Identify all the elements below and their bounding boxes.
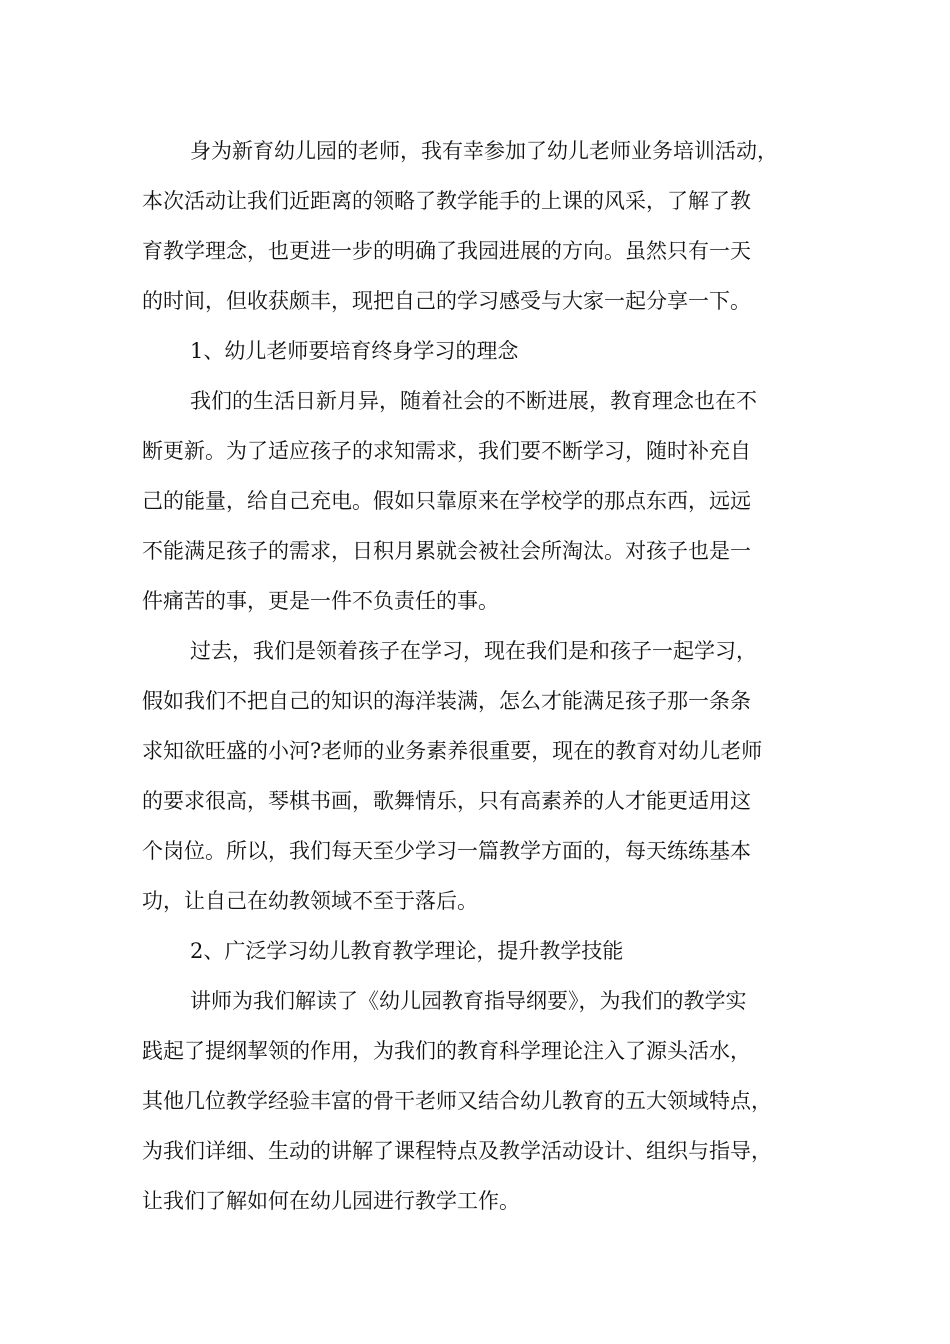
- text-line: 假如我们不把自己的知识的海洋装满，怎么才能满足孩子那一条条: [142, 689, 751, 713]
- text-line: 本次活动让我们近距离的领略了教学能手的上课的风采，了解了教: [142, 189, 751, 213]
- text-line: 让我们了解如何在幼儿园进行教学工作。: [142, 1189, 520, 1213]
- text-line: 求知欲旺盛的小河?老师的业务素养很重要，现在的教育对幼儿老师: [142, 739, 763, 763]
- text-line: 断更新。为了适应孩子的求知需求，我们要不断学习，随时补充自: [142, 439, 751, 463]
- text-line: 践起了提纲挈领的作用，为我们的教育科学理论注入了源头活水，: [142, 1039, 751, 1063]
- text-line: 的要求很高，琴棋书画，歌舞情乐，只有高素养的人才能更适用这: [142, 789, 751, 813]
- text-line: 不能满足孩子的需求，日积月累就会被社会所淘汰。对孩子也是一: [142, 539, 751, 563]
- text-line: 个岗位。所以，我们每天至少学习一篇教学方面的，每天练练基本: [142, 839, 751, 863]
- text-line: 件痛苦的事，更是一件不负责任的事。: [142, 589, 499, 613]
- text-line: 身为新育幼儿园的老师，我有幸参加了幼儿老师业务培训活动，: [190, 139, 778, 163]
- text-line: 我们的生活日新月异，随着社会的不断进展，教育理念也在不: [190, 389, 757, 413]
- text-line: 己的能量，给自己充电。假如只靠原来在学校学的那点东西，远远: [142, 489, 751, 513]
- text-line: 功，让自己在幼教领域不至于落后。: [142, 889, 478, 913]
- text-line: 过去，我们是领着孩子在学习，现在我们是和孩子一起学习，: [190, 639, 757, 663]
- text-line: 讲师为我们解读了《幼儿园教育指导纲要》，为我们的教学实: [190, 989, 747, 1013]
- document-body: [142, 126, 822, 1226]
- text-line: 育教学理念，也更进一步的明确了我园进展的方向。虽然只有一天: [142, 239, 751, 263]
- section-heading-2: 2、广泛学习幼儿教育教学理论，提升教学技能: [190, 939, 624, 963]
- text-line: 为我们详细、生动的讲解了课程特点及教学活动设计、组织与指导，: [142, 1139, 772, 1163]
- text-line: 其他几位教学经验丰富的骨干老师又结合幼儿教育的五大领域特点，: [142, 1089, 772, 1113]
- section-heading-1: 1、幼儿老师要培育终身学习的理念: [190, 339, 519, 363]
- text-line: 的时间，但收获颇丰，现把自己的学习感受与大家一起分享一下。: [142, 289, 751, 313]
